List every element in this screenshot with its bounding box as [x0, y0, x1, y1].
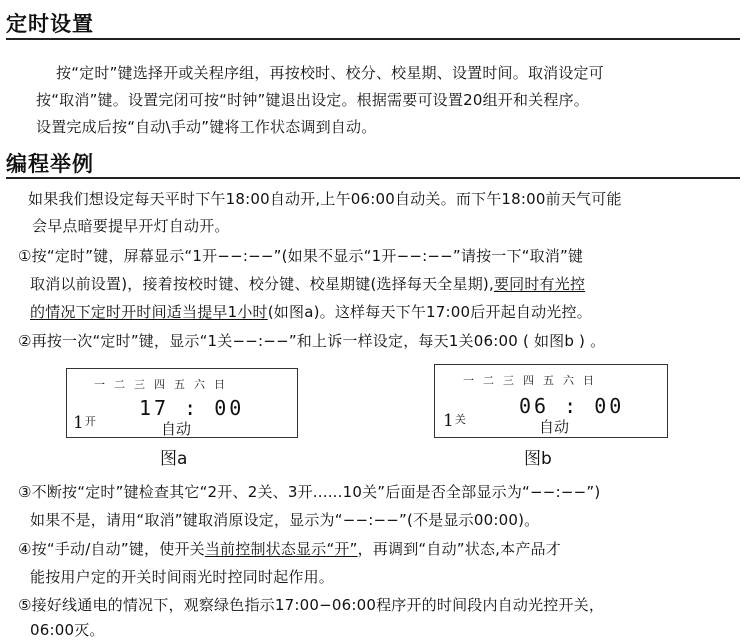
step4-line-1 [18, 538, 561, 559]
lcd-program-number: 1 [443, 411, 454, 431]
lcd-program-indicator [73, 413, 96, 433]
step1-line-1: ①按“定时”键，屏幕显示“1开−−:−−”(如果不显示“1开−−:−−”请按一下“取消”键 [18, 247, 584, 265]
lcd-time: 06 : 00 [519, 394, 625, 418]
timer-setting-line-2: 按“取消”键。设置完闭可按“时钟”键退出设定。根据需要可设置20组开和关程序。 [36, 91, 589, 109]
lcd-weekdays: 一二三四五六日 [463, 374, 603, 387]
step5-line-2: 06:00灭。 [30, 621, 105, 639]
figure-a-caption: 图a [160, 449, 188, 469]
step1-line-2-underlined: 要同时有光控 [493, 275, 586, 293]
section-heading-programming-example: 编程举例 [6, 152, 94, 176]
step1-line-3 [30, 301, 592, 322]
lcd-weekdays: 一二三四五六日 [94, 378, 234, 391]
step3-line-1: ③不断按“定时”键检查其它“2开、2关、3开......10关”后面是否全部显示为“−−:−−”) [18, 483, 601, 501]
step1-line-3-text: (如图a)。这样每天下午17:00后开起自动光控。 [267, 303, 592, 321]
heading-divider [6, 38, 740, 40]
step1-line-2-text: 取消以前设置)，接着按校时键、校分键、校星期键(选择每天全星期), [30, 275, 494, 293]
step4-line-1-text-c: ，再调到“自动”状态,本产品才 [357, 540, 561, 558]
lcd-mode: 自动 [161, 420, 192, 438]
section-heading-timer-setting: 定时设置 [6, 12, 94, 36]
step1-line-3-underlined: 的情况下定时开时间适当提早1小时 [30, 303, 268, 321]
example-intro-line-1: 如果我们想设定每天平时下午18:00自动开,上午06:00自动关。而下午18:00前天气可能 [28, 190, 622, 208]
lcd-display-figure-b [434, 364, 668, 438]
step3-line-2: 如果不是，请用“取消”键取消原设定，显示为“−−:−−”(不是显示00:00)。 [30, 511, 540, 529]
lcd-program-indicator [443, 411, 466, 431]
step2-line: ②再按一次“定时”键，显示“1关−−:−−”和上诉一样设定，每天1关06:00 ( 如图b ) 。 [18, 332, 606, 350]
lcd-time: 17 : 00 [139, 396, 245, 420]
step4-line-2: 能按用户定的开关时间雨光时控同时起作用。 [30, 568, 335, 586]
lcd-program-state: 关 [454, 413, 466, 426]
lcd-mode: 自动 [539, 418, 570, 436]
lcd-program-number: 1 [73, 413, 84, 433]
step1-line-2 [30, 273, 585, 294]
timer-setting-line-1: 按“定时”键选择开或关程序组，再按校时、校分、校星期、设置时间。取消设定可 [56, 64, 604, 82]
step4-line-1-text-a: ④按“手动/自动”键，使开关 [18, 540, 205, 558]
step4-line-1-underlined: 当前控制状态显示“开” [204, 540, 358, 558]
example-intro-line-2: 会早点暗要提早开灯自动开。 [32, 217, 230, 235]
lcd-display-figure-a [66, 368, 298, 438]
lcd-program-state: 开 [84, 415, 96, 428]
step5-line-1: ⑤接好线通电的情况下，观察绿色指示17:00−06:00程序开的时间段内自动光控开关， [18, 596, 605, 614]
timer-setting-line-3: 设置完成后按“自动\手动”键将工作状态调到自动。 [36, 118, 377, 136]
heading-divider [6, 177, 740, 179]
figure-b-caption: 图b [524, 449, 552, 469]
